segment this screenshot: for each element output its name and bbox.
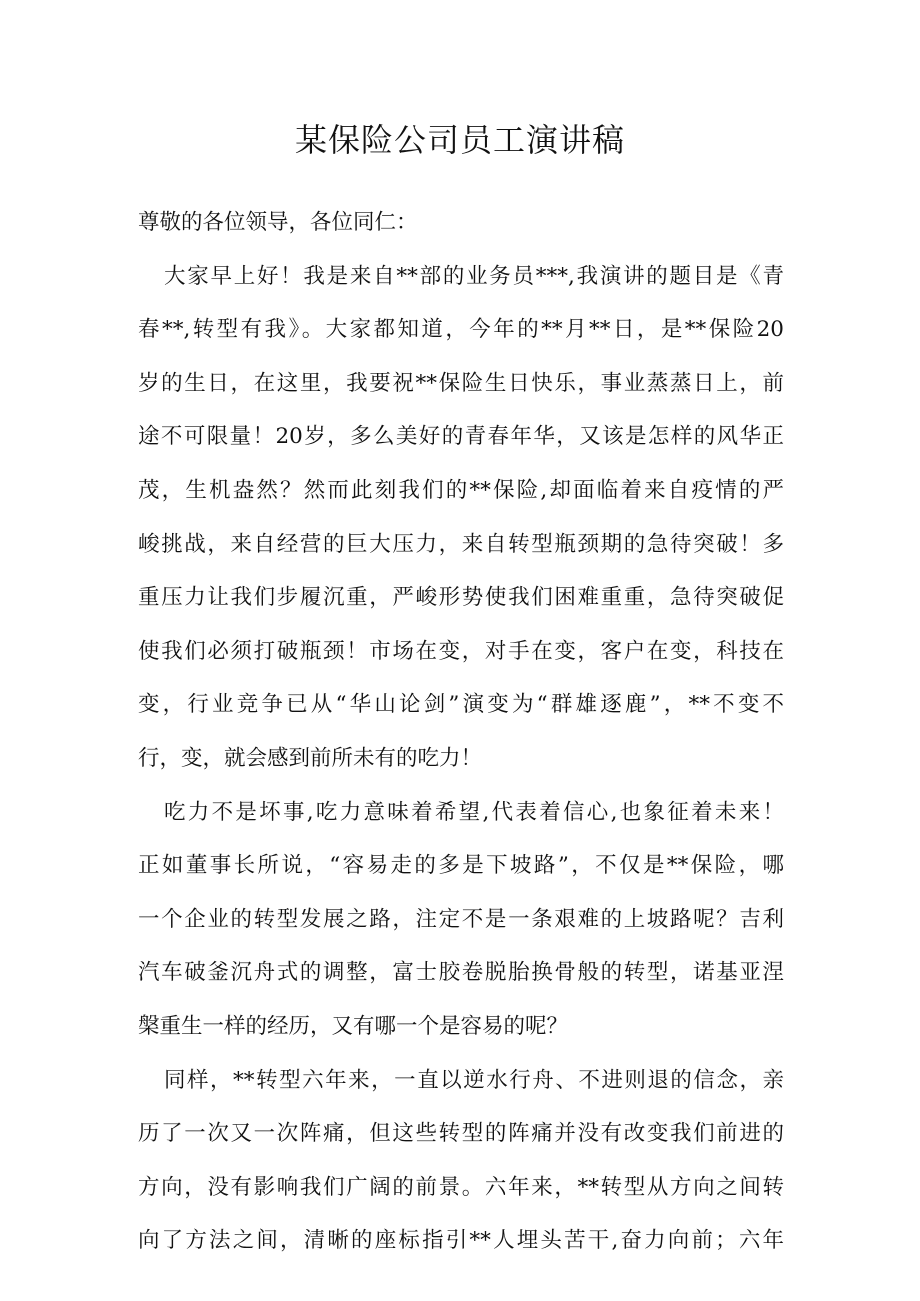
paragraph-line: 茂，生机盎然？然而此刻我们的**保险,却面临着来自疫情的严 [138,477,784,503]
paragraph-line: 同样，**转型六年来，一直以逆水行舟、不进则退的信念，亲 [164,1067,784,1093]
paragraph-line: 行，变，就会感到前所未有的吃力！ [138,745,483,771]
paragraph-line: 汽车破釜沉舟式的调整，富士胶卷脱胎换骨般的转型，诺基亚涅 [138,960,784,986]
paragraph-line: 变，行业竞争已从“华山论剑”演变为“群雄逐鹿”，**不变不 [138,692,784,718]
salutation-line: 尊敬的各位领导，各位同仁： [138,210,418,235]
document-body [138,196,784,1268]
paragraph-line: 正如董事长所说，“容易走的多是下坡路”，不仅是**保险，哪 [138,853,784,879]
paragraph-line: 历了一次又一次阵痛，但这些转型的阵痛并没有改变我们前进的 [138,1121,784,1147]
paragraph-line: 重压力让我们步履沉重，严峻形势使我们困难重重，急待突破促 [138,585,784,611]
paragraph-line: 岁的生日，在这里，我要祝**保险生日快乐，事业蒸蒸日上，前 [138,370,784,396]
paragraph-line: 使我们必须打破瓶颈！市场在变，对手在变，客户在变，科技在 [138,638,784,664]
paragraph-line: 一个企业的转型发展之路，注定不是一条艰难的上坡路呢？吉利 [138,906,784,932]
document-title: 某保险公司员工演讲稿 [294,121,625,159]
paragraph-line: 峻挑战，来自经营的巨大压力，来自转型瓶颈期的急待突破！多 [138,531,784,557]
paragraph-line: 方向，没有影响我们广阔的前景。六年来，**转型从方向之间转 [138,1174,784,1200]
paragraph-line: 大家早上好！我是来自**部的业务员***,我演讲的题目是《青 [164,263,784,289]
paragraph-line: 吃力不是坏事,吃力意味着希望,代表着信心,也象征着未来！ [164,799,784,825]
paragraph-line: 春**,转型有我》。大家都知道，今年的**月**日，是**保险20 [138,317,784,343]
paragraph-line: 槃重生一样的经历，又有哪一个是容易的呢？ [138,1013,569,1039]
paragraph-line: 向了方法之间，清晰的座标指引**人埋头苦干,奋力向前；六年 [138,1228,784,1254]
paragraph-line: 途不可限量！20岁，多么美好的青春年华，又该是怎样的风华正 [138,424,784,450]
